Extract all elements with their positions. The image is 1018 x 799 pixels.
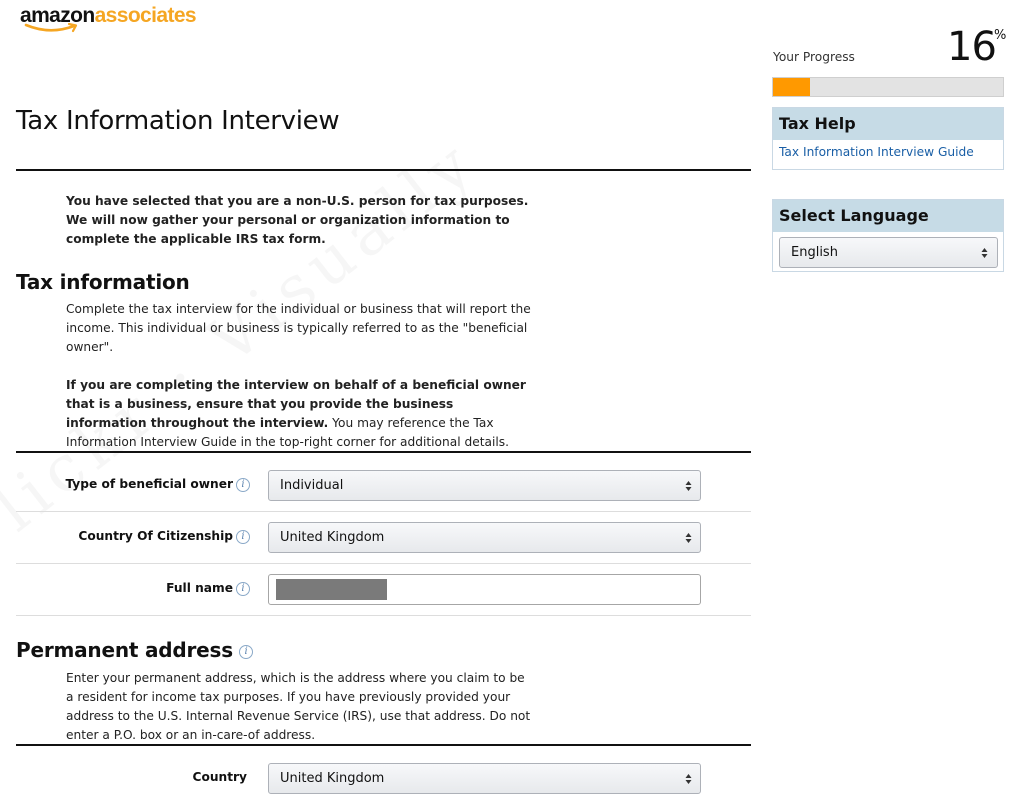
amazon-smile-icon xyxy=(24,22,82,34)
logo-word-amazon: amazon xyxy=(20,4,95,27)
tax-help-panel xyxy=(772,107,1004,170)
owner-type-label: Type of beneficial owner xyxy=(65,477,233,491)
title-divider xyxy=(16,169,751,171)
select-arrows-icon xyxy=(685,480,692,492)
select-arrows-icon xyxy=(981,247,988,259)
select-arrows-icon xyxy=(685,773,692,785)
tax-info-paragraph-2 xyxy=(66,376,536,452)
page-title: Tax Information Interview xyxy=(16,106,340,136)
address-divider xyxy=(16,744,751,746)
owner-type-select[interactable] xyxy=(268,470,701,501)
language-value: English xyxy=(791,245,838,260)
row-divider xyxy=(16,511,751,512)
redacted-name xyxy=(276,579,387,600)
progress-bar xyxy=(772,77,1004,97)
country-select[interactable] xyxy=(268,763,701,794)
amazon-associates-logo[interactable] xyxy=(20,4,200,34)
owner-type-label-group xyxy=(65,477,250,492)
row-divider xyxy=(16,563,751,564)
intro-text: You have selected that you are a non-U.S. person for tax purposes. We will now gather your personal or organization information to complete the applicable IRS tax form. xyxy=(66,194,529,246)
owner-type-value: Individual xyxy=(280,478,344,493)
tax-interview-guide-link[interactable]: Tax Information Interview Guide xyxy=(779,145,974,159)
tax-help-title: Tax Help xyxy=(773,108,1003,140)
tax-info-rest-text: You may reference the Tax Information Interview Guide in the top-right corner for additional details. xyxy=(66,416,509,449)
permanent-address-paragraph: Enter your permanent address, which is the address where you claim to be a resident for income tax purposes. If you have previously provided your address to the U.S. Internal Revenue Service (IRS), use that address. Do not enter a P.O. box or an in-care-of address. xyxy=(66,671,531,742)
info-icon[interactable]: i xyxy=(236,478,250,492)
info-icon[interactable]: i xyxy=(236,530,250,544)
language-select[interactable] xyxy=(779,237,998,268)
citizenship-select[interactable] xyxy=(268,522,701,553)
permanent-address-title: Permanent address xyxy=(16,638,233,662)
form-top-divider xyxy=(16,451,751,453)
tax-info-bold-text: If you are completing the interview on behalf of a beneficial owner that is a business, ensure that you provide the business information throughout the interview. xyxy=(66,378,526,430)
info-icon[interactable]: i xyxy=(236,582,250,596)
select-arrows-icon xyxy=(685,532,692,544)
country-value: United Kingdom xyxy=(280,771,385,786)
progress-percent-sign: % xyxy=(994,28,1007,43)
full-name-label-group xyxy=(166,581,250,596)
tax-information-heading: Tax information xyxy=(16,270,190,294)
row-divider xyxy=(16,615,751,616)
select-language-panel xyxy=(772,199,1004,272)
info-icon[interactable]: i xyxy=(239,645,253,659)
logo-word-associates: associates xyxy=(94,4,197,27)
progress-percentage: 16 xyxy=(947,24,996,70)
permanent-address-heading xyxy=(16,638,253,662)
tax-info-paragraph-1: Complete the tax interview for the individual or business that will report the income. This individual or business is typically referred to as the "beneficial owner". xyxy=(66,302,531,354)
progress-label: Your Progress xyxy=(773,50,855,64)
full-name-input[interactable] xyxy=(268,574,701,605)
citizenship-label-group xyxy=(78,529,250,544)
full-name-label: Full name xyxy=(166,581,233,595)
country-label: Country xyxy=(192,770,247,784)
citizenship-label: Country Of Citizenship xyxy=(78,529,233,543)
citizenship-value: United Kingdom xyxy=(280,530,385,545)
progress-bar-fill xyxy=(773,78,810,96)
select-language-title: Select Language xyxy=(773,200,1003,232)
